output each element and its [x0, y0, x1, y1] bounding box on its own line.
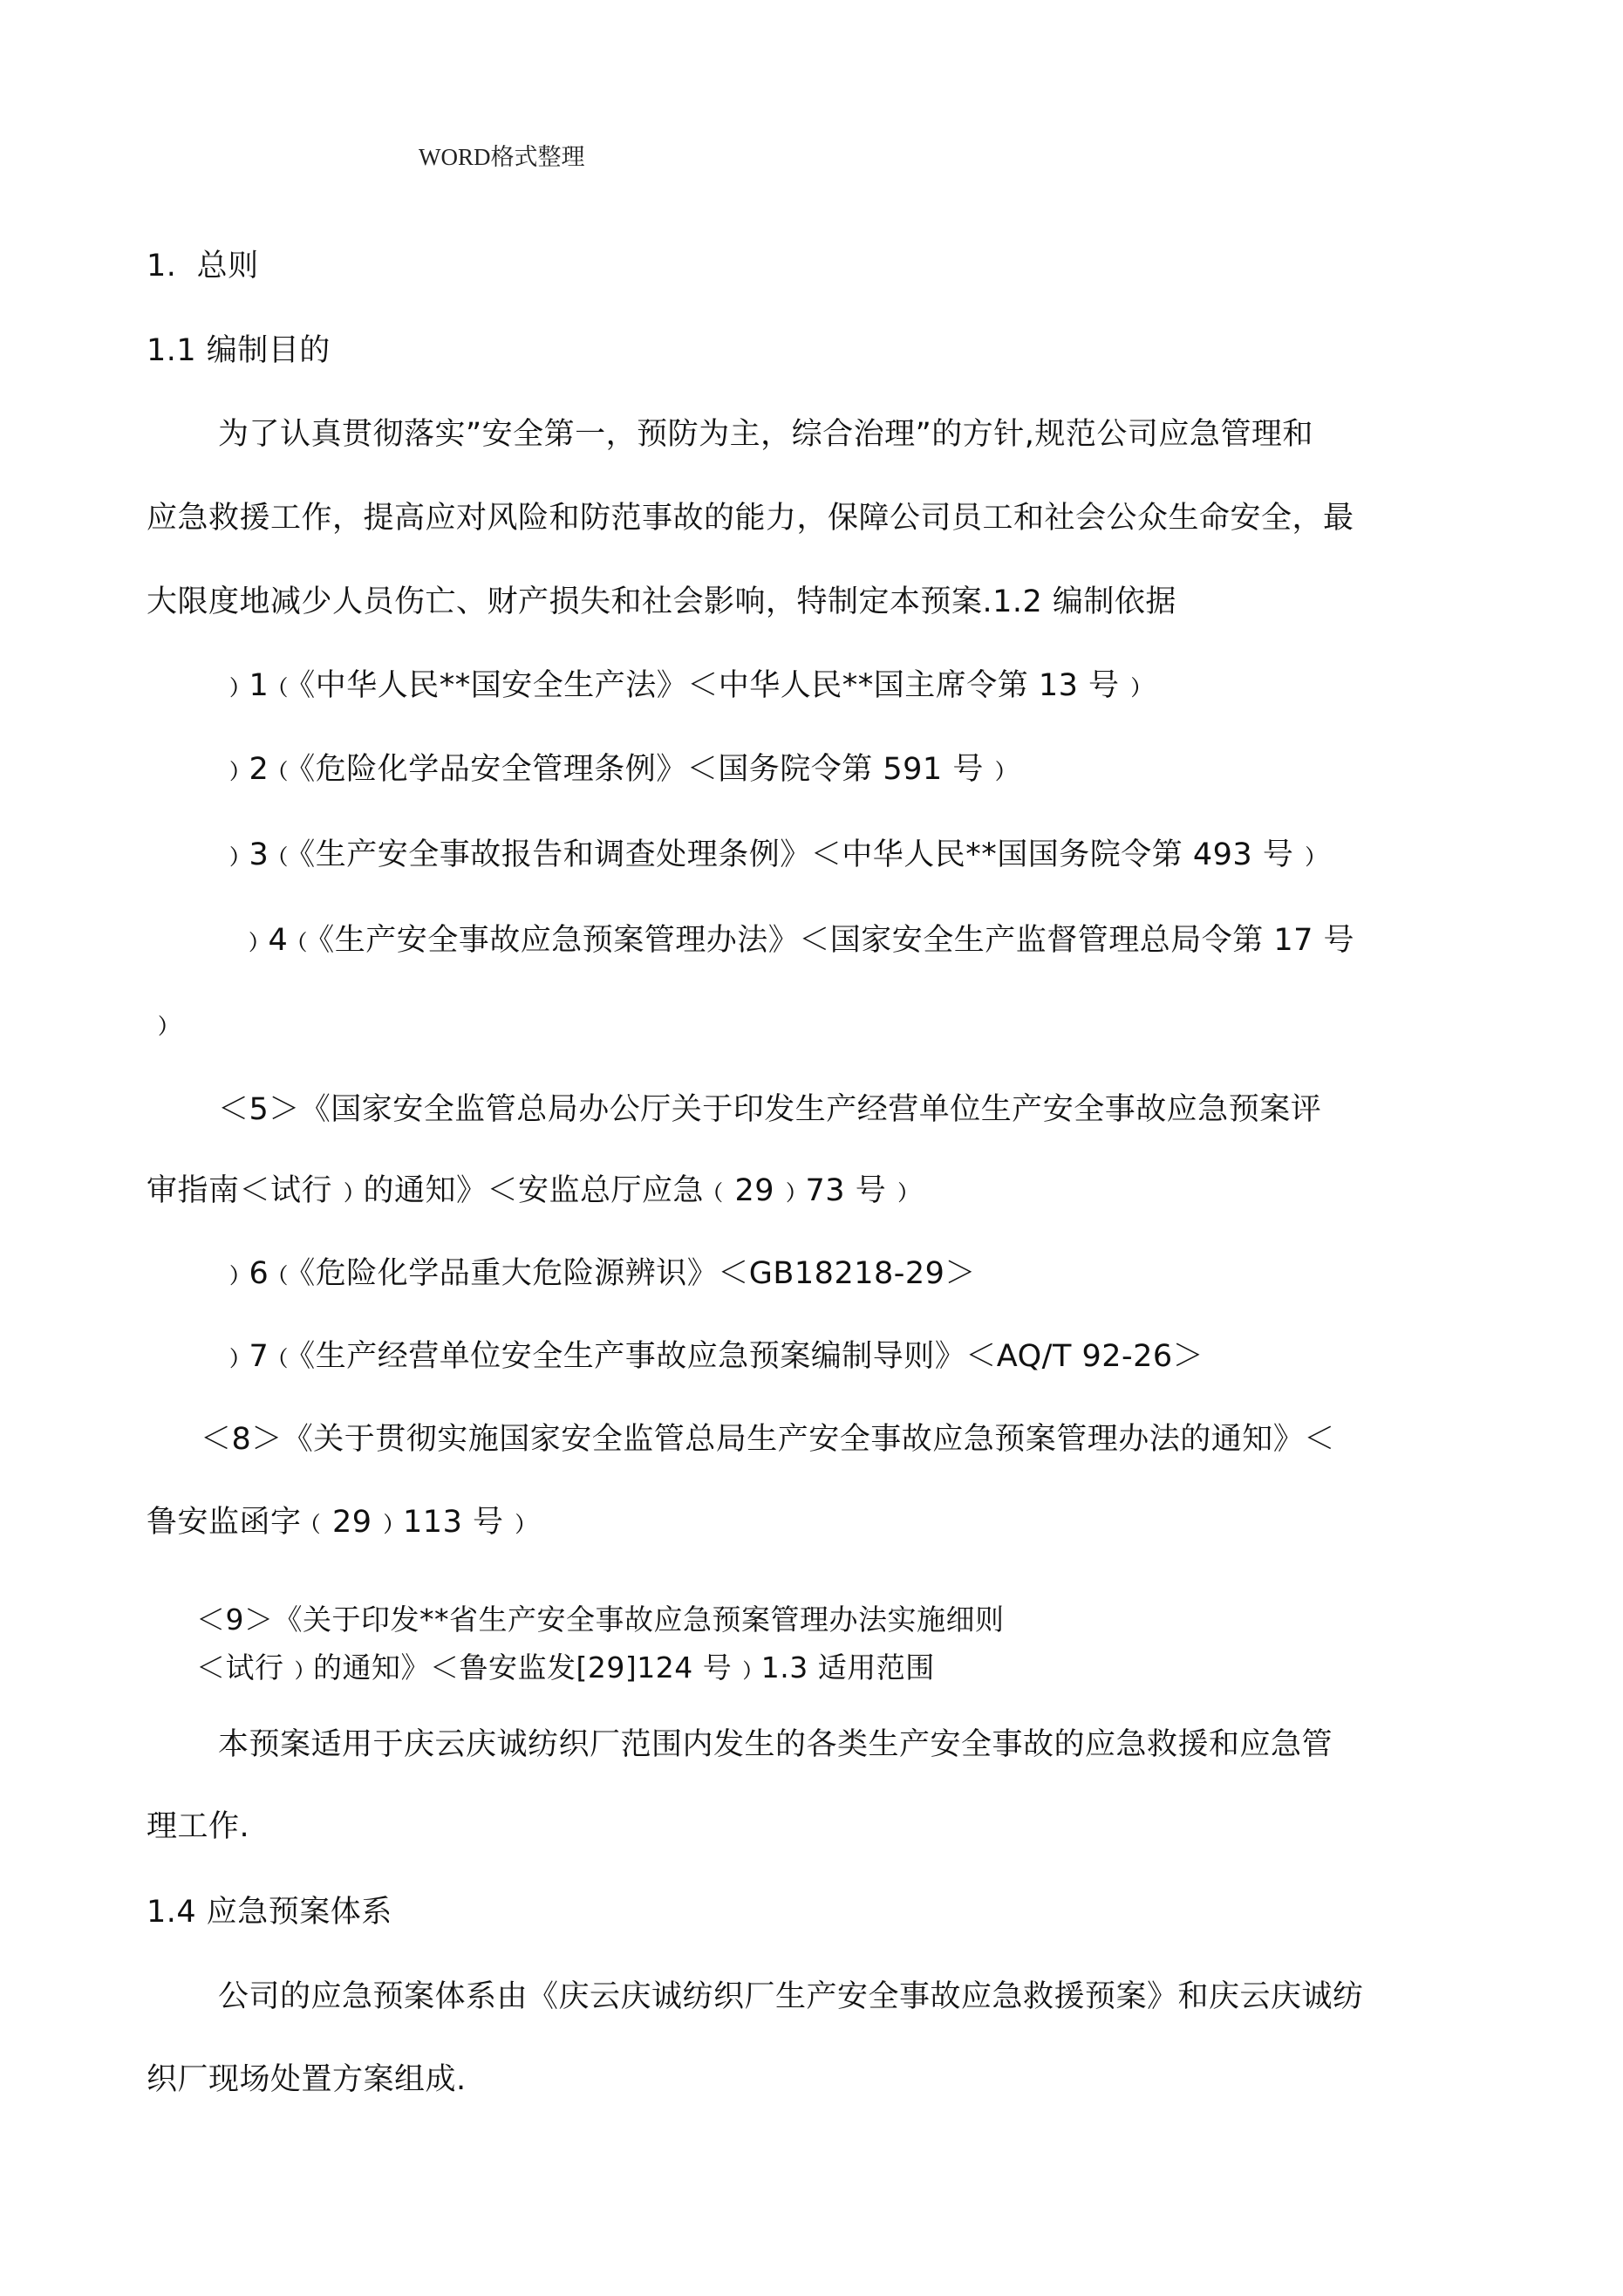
- basis-item-4-line-2: ﹚: [147, 1007, 178, 1042]
- heading-purpose: 1.1 编制目的: [147, 333, 331, 368]
- system-line-1: 公司的应急预案体系由《庆云庆诚纺织厂生产安全事故应急救援预案》和庆云庆诚纺: [218, 1979, 1364, 2014]
- heading-plan-system: 1.4 应急预案体系: [147, 1895, 392, 1930]
- purpose-line-3: 大限度地减少人员伤亡、财产损失和社会影响，特制定本预案.1.2 编制依据: [147, 584, 1176, 619]
- basis-item-5-line-1: ＜5＞《国家安全监管总局办公厅关于印发生产经营单位生产安全事故应急预案评: [218, 1092, 1322, 1127]
- purpose-line-2: 应急救援工作，提高应对风险和防范事故的能力，保障公司员工和社会公众生命安全，最: [147, 501, 1354, 536]
- basis-item-4-line-1: ﹚4﹙《生产安全事故应急预案管理办法》＜国家安全生产监督管理总局令第 17 号: [237, 923, 1355, 958]
- basis-item-9-line-2: ＜试行﹚的通知》＜鲁安监发[29]124 号﹚1.3 适用范围: [196, 1650, 935, 1684]
- purpose-line-1: 为了认真贯彻落实”安全第一，预防为主，综合治理”的方针,规范公司应急管理和: [218, 417, 1313, 452]
- scope-line-2: 理工作.: [147, 1809, 250, 1844]
- basis-item-9-line-1: ＜9＞《关于印发**省生产安全事故应急预案管理办法实施细则: [196, 1602, 1005, 1637]
- basis-item-7: ﹚7﹙《生产经营单位安全生产事故应急预案编制导则》＜AQ/T 92-26＞: [218, 1339, 1204, 1374]
- basis-item-1: ﹚1﹙《中华人民**国安全生产法》＜中华人民**国主席令第 13 号﹚: [218, 668, 1151, 703]
- basis-item-8-line-1: ＜8＞《关于贯彻实施国家安全监管总局生产安全事故应急预案管理办法的通知》＜: [201, 1422, 1335, 1457]
- basis-item-8-line-2: 鲁安监函字﹙29﹚113 号﹚: [147, 1505, 535, 1540]
- basis-item-3: ﹚3﹙《生产安全事故报告和调查处理条例》＜中华人民**国国务院令第 493 号﹚: [218, 837, 1325, 872]
- system-line-2: 织厂现场处置方案组成.: [147, 2062, 467, 2097]
- basis-item-2: ﹚2﹙《危险化学品安全管理条例》＜国务院令第 591 号﹚: [218, 752, 1015, 787]
- scope-line-1: 本预案适用于庆云庆诚纺织厂范围内发生的各类生产安全事故的应急救援和应急管: [218, 1727, 1333, 1762]
- page-header: WORD格式整理: [419, 144, 585, 170]
- basis-item-5-line-2: 审指南＜试行﹚的通知》＜安监总厅应急﹙29﹚73 号﹚: [147, 1173, 917, 1208]
- heading-general: 1. 总则: [147, 249, 259, 284]
- basis-item-6: ﹚6﹙《危险化学品重大危险源辨识》＜GB18218-29＞: [218, 1256, 976, 1291]
